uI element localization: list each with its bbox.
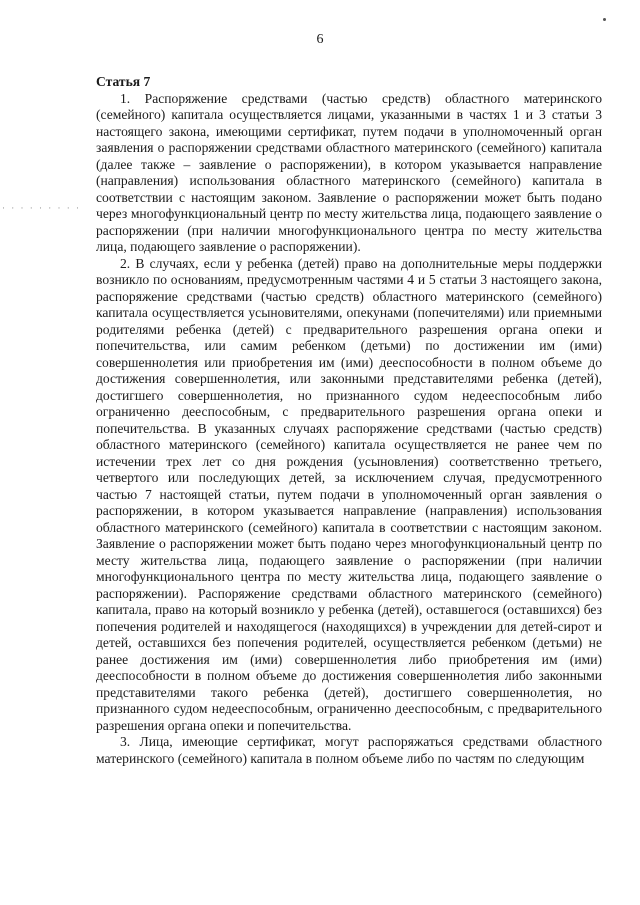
scan-dots-artifact: · · · · · · · · ·	[2, 203, 81, 213]
document-body	[96, 74, 602, 767]
page-number: 6	[316, 32, 324, 47]
paragraph-2: 2. В случаях, если у ребенка (детей) право на дополнительные меры поддержки возникло по основаниям, предусмотренным частями 4 и 5 статьи 3 настоящего закона, распоряжение средствами (частью средств) областного материнского (семейного) капитала осуществляется усыновителями, опекунами (попечителями) или приемными родителями ребенка (детей) с предварительного разрешения органа опеки и попечительства, или самим ребенком (детьми) по достижении им (ими) совершеннолетия или приобретения им (ими) дееспособности в полном объеме до достижения совершеннолетия, или законными представителями ребенка (детей), достигшего совершеннолетия, но признанного судом недееспособным либо ограниченно дееспособным, с предварительного разрешения органа опеки и попечительства. В указанных случаях распоряжение средствами (частью средств) областного материнского (семейного) капитала осуществляется не ранее чем по истечении трех лет со дня рождения (усыновления) соответственно третьего, четвертого или последующих детей, за исключением случая, предусмотренного частью 7 настоящей статьи, путем подачи в уполномоченный орган заявления о распоряжении, в котором указывается направление (направления) использования областного материнского (семейного) капитала в соответствии с настоящим законом. Заявление о распоряжении может быть подано через многофункциональный центр по месту жительства лица, подающего заявление о распоряжении (при наличии многофункционального центра по месту жительства лица, подающего заявление о распоряжении). Распоряжение средствами областного материнского (семейного) капитала, право на который возникло у ребенка (детей), оставшегося (оставшихся) без попечения родителей и находящегося (находящихся) в учреждении для детей-сирот и детей, оставшихся без попечения родителей, осуществляется ребенком (детьми) не ранее достижения им (ими) совершеннолетия либо приобретения им (ими) дееспособности в полном объеме до достижения совершеннолетия либо законными представителями такого ребенка (детей), достигшего совершеннолетия, но признанного судом недееспособным, ограниченно дееспособным, с предварительного разрешения органа опеки и попечительства.	[96, 255, 602, 733]
paragraph-1: 1. Распоряжение средствами (частью средств) областного материнского (семейного) капитала осуществляется лицами, указанными в частях 1 и 3 статьи 3 настоящего закона, имеющими сертификат, путем подачи в уполномоченный орган заявления о распоряжении средствами областного материнского (семейного) капитала (далее также – заявление о распоряжении), в котором указывается направление (направления) использования областного материнского (семейного) капитала в соответствии с настоящим законом. Заявление о распоряжении может быть подано через многофункциональный центр по месту жительства лица, подающего заявление о распоряжении (при наличии многофункционального центра по месту жительства лица, подающего заявление о распоряжении).	[96, 90, 602, 254]
scan-speck	[603, 18, 606, 21]
paragraph-3: 3. Лица, имеющие сертификат, могут распоряжаться средствами областного материнского (семейного) капитала в полном объеме либо по частям по следующим	[96, 734, 602, 766]
article-title: Статья 7	[96, 74, 151, 89]
